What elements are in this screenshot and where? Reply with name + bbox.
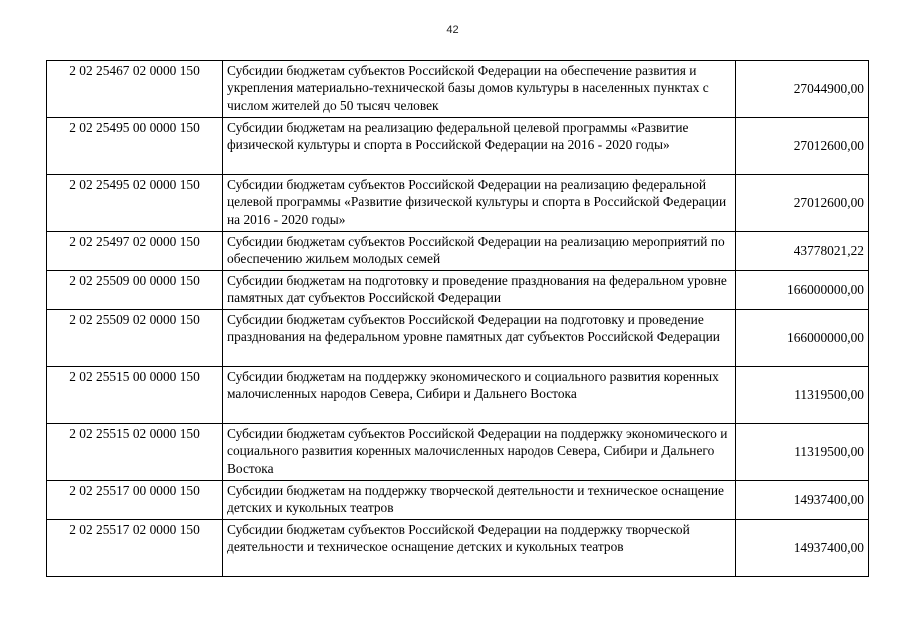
budget-revenue-table <box>46 60 869 577</box>
budget-code-cell: 2 02 25517 02 0000 150 <box>47 520 223 577</box>
table-row <box>47 310 869 367</box>
budget-description-cell: Субсидии бюджетам на поддержку творческой деятельности и техническое оснащение детских и кукольных театров <box>223 481 736 520</box>
budget-description-cell: Субсидии бюджетам субъектов Российской Федерации на реализацию мероприятий по обеспечению жильем молодых семей <box>223 232 736 271</box>
budget-amount-cell: 27012600,00 <box>736 118 869 175</box>
budget-amount-cell: 27044900,00 <box>736 61 869 118</box>
budget-description-cell: Субсидии бюджетам субъектов Российской Федерации на подготовку и проведение празднования на федеральном уровне памятных дат субъектов Российской Федерации <box>223 310 736 367</box>
budget-amount-cell: 166000000,00 <box>736 310 869 367</box>
budget-code-cell: 2 02 25495 02 0000 150 <box>47 175 223 232</box>
table-row <box>47 481 869 520</box>
table-row <box>47 424 869 481</box>
budget-amount-cell: 11319500,00 <box>736 424 869 481</box>
budget-description-cell: Субсидии бюджетам субъектов Российской Федерации на поддержку творческой деятельности и техническое оснащение детских и кукольных театров <box>223 520 736 577</box>
budget-amount-cell: 14937400,00 <box>736 481 869 520</box>
budget-code-cell: 2 02 25509 00 0000 150 <box>47 271 223 310</box>
table-row <box>47 232 869 271</box>
table-row <box>47 61 869 118</box>
budget-code-cell: 2 02 25517 00 0000 150 <box>47 481 223 520</box>
budget-code-cell: 2 02 25495 00 0000 150 <box>47 118 223 175</box>
table-row <box>47 520 869 577</box>
budget-amount-cell: 43778021,22 <box>736 232 869 271</box>
budget-amount-cell: 14937400,00 <box>736 520 869 577</box>
budget-description-cell: Субсидии бюджетам на подготовку и проведение празднования на федеральном уровне памятных дат субъектов Российской Федерации <box>223 271 736 310</box>
page-number: 42 <box>446 24 459 36</box>
budget-code-cell: 2 02 25497 02 0000 150 <box>47 232 223 271</box>
budget-code-cell: 2 02 25467 02 0000 150 <box>47 61 223 118</box>
budget-amount-cell: 11319500,00 <box>736 367 869 424</box>
table-row <box>47 118 869 175</box>
table-row <box>47 175 869 232</box>
budget-code-cell: 2 02 25515 02 0000 150 <box>47 424 223 481</box>
budget-amount-cell: 27012600,00 <box>736 175 869 232</box>
budget-code-cell: 2 02 25509 02 0000 150 <box>47 310 223 367</box>
budget-description-cell: Субсидии бюджетам субъектов Российской Федерации на реализацию федеральной целевой программы «Развитие физической культуры и спорта в Российской Федерации на 2016 - 2020 годы» <box>223 175 736 232</box>
budget-description-cell: Субсидии бюджетам субъектов Российской Федерации на поддержку экономического и социального развития коренных малочисленных народов Севера, Сибири и Дальнего Востока <box>223 424 736 481</box>
budget-description-cell: Субсидии бюджетам на поддержку экономического и социального развития коренных малочисленных народов Севера, Сибири и Дальнего Востока <box>223 367 736 424</box>
budget-amount-cell: 166000000,00 <box>736 271 869 310</box>
budget-description-cell: Субсидии бюджетам на реализацию федеральной целевой программы «Развитие физической культуры и спорта в Российской Федерации на 2016 - 2020 годы» <box>223 118 736 175</box>
table-row <box>47 271 869 310</box>
table-row <box>47 367 869 424</box>
budget-description-cell: Субсидии бюджетам субъектов Российской Федерации на обеспечение развития и укрепления материально-технической базы домов культуры в населенных пунктах с числом жителей до 50 тысяч человек <box>223 61 736 118</box>
budget-code-cell: 2 02 25515 00 0000 150 <box>47 367 223 424</box>
